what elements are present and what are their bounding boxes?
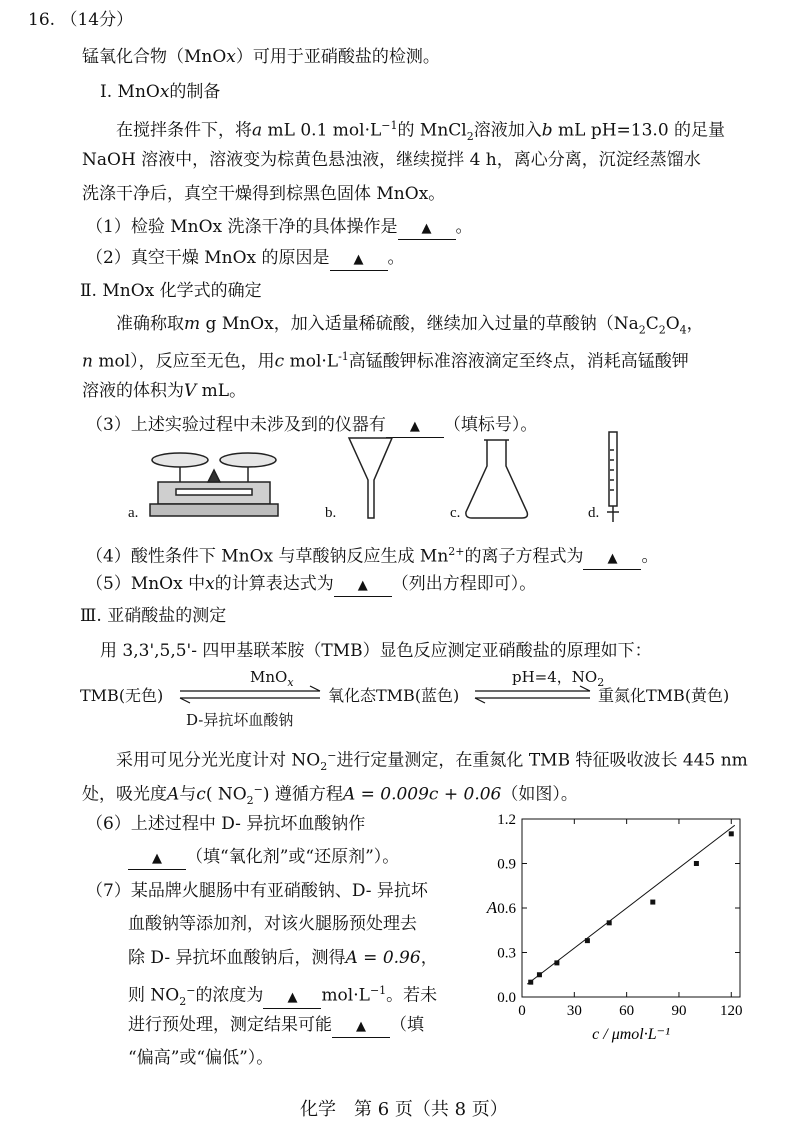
triangle-icon: ▲ xyxy=(421,221,432,236)
label-c: c. xyxy=(450,505,461,521)
equilibrium-arrows xyxy=(0,676,800,716)
p2-1a: 准确称取 xyxy=(116,314,184,334)
part2-para-line2 xyxy=(82,345,689,374)
question-7-line4 xyxy=(128,979,437,1014)
triangle-icon: ▲ xyxy=(409,419,420,434)
intro-line xyxy=(82,45,440,69)
absorbance-chart xyxy=(480,805,760,1065)
answer-blank-q7b[interactable] xyxy=(332,1015,390,1038)
question-7-line1: （7）某品牌火腿肠中有亚硝酸钠、D- 异抗坏 xyxy=(86,881,428,901)
q2-text: （2）真空干燥 MnOx 的原因是 xyxy=(86,248,330,268)
p-l2b: 与 xyxy=(179,784,197,805)
p2-2c: 高锰酸钾标准溶液滴定至终点，消耗高锰酸钾 xyxy=(348,351,689,372)
arrow-forward-2-head xyxy=(580,686,590,691)
p2-1e: ， xyxy=(686,314,704,334)
question-7-line2: 血酸钠等添加剂，对该火腿肠预处理去 xyxy=(128,914,417,934)
p1e: mL pH=13.0 的足量 xyxy=(552,120,726,141)
x-axis-label: c / μmol·L⁻¹ xyxy=(592,1026,670,1043)
equation: A = 0.009c + 0.06 xyxy=(342,784,502,805)
sup: − xyxy=(327,749,337,762)
apparatus-figure xyxy=(0,430,800,530)
q7-l4c: mol·L xyxy=(321,985,370,1006)
y-tick-label: 1.2 xyxy=(497,812,516,828)
p-l2a: 处，吸光度 xyxy=(82,784,167,805)
var-c: c xyxy=(274,351,285,372)
part2-title xyxy=(80,279,262,303)
part2-para-line1 xyxy=(116,312,704,342)
answer-blank-q4[interactable] xyxy=(583,547,641,570)
question-5 xyxy=(86,572,536,597)
p-l2e: （如图）。 xyxy=(501,784,578,805)
p-l2c: ( NO xyxy=(205,784,247,805)
label-a: a. xyxy=(128,505,139,521)
p2-2a: mol），反应至无色，用 xyxy=(92,351,275,372)
answer-blank-q7a[interactable] xyxy=(263,986,321,1009)
x-tick-label: 30 xyxy=(566,1003,582,1019)
p-l1b: 进行定量测定，在重氮化 TMB 特征吸收波长 445 nm xyxy=(336,750,748,771)
part2-num: Ⅱ. xyxy=(80,281,97,301)
q5-post: （列出方程即可）。 xyxy=(391,574,537,594)
reaction-left: TMB(无色) xyxy=(80,686,164,705)
question-6-line1: （6）上述过程中 D- 异抗坏血酸钠作 xyxy=(86,814,366,834)
q2-post: 。 xyxy=(387,248,405,268)
part1-title-a: MnO xyxy=(117,82,160,102)
q5-mid: 的计算表达式为 xyxy=(214,574,334,594)
data-point xyxy=(554,960,559,965)
arrow-forward-1-head xyxy=(310,686,320,691)
sup-2plus: 2+ xyxy=(448,545,465,558)
q4-text: （4）酸性条件下 MnOx 与草酸钠反应生成 Mn xyxy=(86,546,449,567)
question-1 xyxy=(86,215,473,240)
var-c2: c xyxy=(196,784,206,805)
data-point xyxy=(729,831,734,836)
x-tick-label: 0 xyxy=(518,1003,526,1019)
data-point xyxy=(607,920,612,925)
conical-flask-icon xyxy=(466,440,528,518)
q7-l3a: 除 D- 异抗坏血酸钠后，测得 xyxy=(128,948,346,968)
q7-l4a: 则 NO xyxy=(128,985,180,1006)
part3-para: 用 3,3',5,5'- 四甲基联苯胺（TMB）显色反应测定亚硝酸盐的原理如下： xyxy=(100,641,652,661)
triangle-icon: ▲ xyxy=(357,578,368,593)
triangle-icon: ▲ xyxy=(607,550,618,566)
sub: 4 xyxy=(679,323,687,337)
sup: − xyxy=(186,984,196,997)
question-number xyxy=(28,8,133,32)
part1-title xyxy=(100,80,220,104)
part1-para-line1 xyxy=(116,114,725,149)
q1-text: （1）检验 MnOx 洗涤干净的具体操作是 xyxy=(86,217,398,237)
q3-text: （3）上述实验过程中未涉及到的仪器有 xyxy=(86,415,386,435)
answer-blank-q6[interactable] xyxy=(128,847,186,870)
answer-blank-q5[interactable] xyxy=(334,574,392,597)
part1-num: I. xyxy=(100,82,113,102)
sub: 2 xyxy=(638,323,646,337)
q5-text: （5）MnOx 中 xyxy=(86,574,206,594)
reaction-right: 重氮化TMB(黄色) xyxy=(598,686,730,705)
q7-l5b: （填 xyxy=(390,1015,424,1035)
y-tick-label: 0.3 xyxy=(497,945,516,962)
q4-mid: 的离子方程式为 xyxy=(464,546,584,567)
p1c: 的 MnCl xyxy=(397,120,467,141)
part3-title xyxy=(80,604,226,628)
top2-text: pH=4，NO xyxy=(512,668,598,686)
y-tick-label: 0.0 xyxy=(497,990,516,1006)
p2-2b: mol·L xyxy=(284,351,339,372)
p2-3b: mL。 xyxy=(196,381,247,401)
reaction-bottom1: D-异抗坏血酸钠 xyxy=(186,711,294,729)
part2-para-line3 xyxy=(82,379,246,403)
var-x: x xyxy=(205,574,215,594)
funnel-icon xyxy=(349,438,392,518)
sub: 2 xyxy=(320,760,328,774)
q4-post: 。 xyxy=(641,546,659,567)
answer-blank-q1[interactable] xyxy=(398,217,456,240)
burette-icon xyxy=(607,432,619,522)
q1-post: 。 xyxy=(455,217,473,237)
question-2 xyxy=(86,246,405,271)
sup-minus1: −1 xyxy=(381,119,398,132)
label-d: d. xyxy=(588,505,600,521)
var-A: A xyxy=(167,784,180,805)
p1a: 在搅拌条件下，将 xyxy=(116,120,252,141)
data-point xyxy=(650,900,655,905)
top2-sub: 2 xyxy=(597,676,605,689)
data-point xyxy=(585,938,590,943)
sub: 2 xyxy=(246,794,254,808)
question-7-line3 xyxy=(128,946,438,970)
arrow-back-1-head xyxy=(180,698,190,703)
part3-title-text: 亚硝酸盐的测定 xyxy=(107,606,227,626)
intro-x: x xyxy=(226,47,236,67)
y-tick-label: 0.6 xyxy=(497,901,516,917)
data-point xyxy=(537,972,542,977)
intro-text: 锰氧化合物（MnO xyxy=(82,47,227,67)
y-axis-label: A xyxy=(486,898,498,917)
top1-text: MnO xyxy=(250,668,288,686)
triangle-icon: ▲ xyxy=(287,989,298,1005)
answer-blank-q2[interactable] xyxy=(330,248,388,271)
part1-para-line3: 洗涤干净后，真空干燥得到棕黑色固体 MnOx。 xyxy=(82,184,446,204)
p2-1d: O xyxy=(665,314,680,334)
sup: − xyxy=(253,783,263,796)
triangle-icon: ▲ xyxy=(353,252,364,267)
part3-num: Ⅲ. xyxy=(80,606,102,626)
part1-title-b: 的制备 xyxy=(169,82,221,102)
var-n: n xyxy=(82,351,93,372)
question-4 xyxy=(86,540,658,570)
q7-l4d: 。若未 xyxy=(386,985,438,1006)
p1d: 溶液加入 xyxy=(473,120,542,141)
reaction-middle: 氧化态TMB(蓝色) xyxy=(328,686,460,705)
label-b: b. xyxy=(325,505,337,521)
var-b: b xyxy=(541,120,553,141)
y-tick-label: 0.9 xyxy=(497,856,516,873)
sub: 2 xyxy=(658,323,666,337)
sup: -1 xyxy=(338,350,349,363)
q7-l4b: 的浓度为 xyxy=(195,985,264,1006)
intro-end: ）可用于亚硝酸盐的检测。 xyxy=(235,47,440,67)
q6-l2: （填“氧化剂”或“还原剂”）。 xyxy=(186,847,400,867)
sub-2: 2 xyxy=(466,130,474,144)
q7-l5a: 进行预处理，测定结果可能 xyxy=(128,1015,332,1035)
q7-eq: A = 0.96 xyxy=(345,948,421,968)
var-v: V xyxy=(184,381,197,401)
data-point xyxy=(694,861,699,866)
x-tick-label: 120 xyxy=(720,1003,743,1019)
question-number-text: 16. xyxy=(28,10,56,30)
x-tick-label: 90 xyxy=(671,1003,687,1019)
p-l1a: 采用可见分光光度计对 NO xyxy=(116,750,321,771)
part2-title-text: MnOx 化学式的确定 xyxy=(102,281,262,301)
var-m: m xyxy=(184,314,201,334)
triangle-icon: ▲ xyxy=(152,851,162,866)
p1b: mL 0.1 mol·L xyxy=(262,120,382,141)
data-point xyxy=(528,980,533,985)
page-footer: 化学 第 6 页（共 8 页） xyxy=(300,1099,508,1120)
sub: 2 xyxy=(179,995,187,1009)
part1-para-line2: NaOH 溶液中，溶液变为棕黄色悬浊液，继续搅拌 4 h，离心分离，沉淀经蒸馏水 xyxy=(82,150,701,170)
p2-3a: 溶液的体积为 xyxy=(82,381,184,401)
p2-1b: g MnOx，加入适量稀硫酸，继续加入过量的草酸钠（Na xyxy=(200,314,639,334)
score-text: （14分） xyxy=(60,10,134,30)
q3-post: （填标号）。 xyxy=(443,415,538,435)
p-l2d: ) 遵循方程 xyxy=(262,784,343,805)
var-a: a xyxy=(252,120,263,141)
question-6-line2 xyxy=(128,845,399,870)
x-tick-label: 60 xyxy=(619,1003,635,1019)
p2-1c: C xyxy=(645,314,659,334)
part1-title-x: x xyxy=(159,82,170,102)
question-7-line5 xyxy=(128,1013,424,1038)
top1-sub: x xyxy=(287,676,294,689)
para2-line1 xyxy=(116,744,748,779)
balance-icon xyxy=(150,453,278,516)
sup: −1 xyxy=(369,984,387,997)
question-7-line6: “偏高”或“偏低”）。 xyxy=(128,1048,274,1068)
arrow-back-2-head xyxy=(475,698,485,703)
triangle-icon: ▲ xyxy=(356,1019,366,1034)
q7-l3b: ， xyxy=(420,948,438,968)
fit-line xyxy=(527,825,735,984)
